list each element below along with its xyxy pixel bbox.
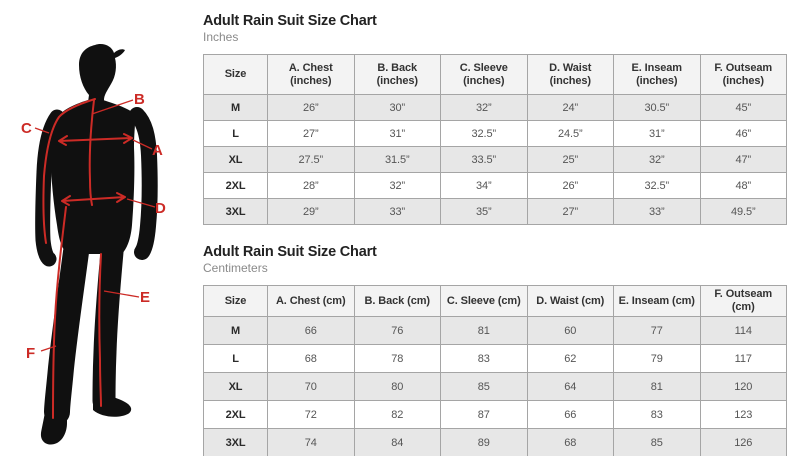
value-cell: 60 [527, 317, 614, 345]
column-header: A. Chest (cm) [268, 286, 355, 317]
value-cell: 126 [700, 429, 787, 456]
value-cell: 89 [441, 429, 528, 456]
column-header: C. Sleeve (cm) [441, 286, 528, 317]
value-cell: 30” [354, 95, 441, 121]
size-chart-content [203, 12, 787, 456]
value-cell: 24.5” [527, 121, 614, 147]
value-cell: 66 [527, 401, 614, 429]
measurement-label-c: C [21, 120, 32, 137]
size-cell: 3XL [204, 199, 268, 225]
table-row [204, 173, 787, 199]
value-cell: 120 [700, 373, 787, 401]
value-cell: 83 [441, 345, 528, 373]
value-cell: 78 [354, 345, 441, 373]
value-cell: 45” [700, 95, 787, 121]
chart-title-inches: Adult Rain Suit Size Chart [203, 13, 377, 29]
value-cell: 64 [527, 373, 614, 401]
value-cell: 29” [268, 199, 355, 225]
figure-head [79, 44, 125, 109]
header-row [204, 286, 787, 317]
size-cell: 2XL [204, 401, 268, 429]
measurement-label-d: D [155, 200, 166, 217]
figure-left-leg [57, 252, 76, 412]
measurement-label-e: E [140, 289, 151, 306]
table-row [204, 345, 787, 373]
value-cell: 32” [441, 95, 528, 121]
value-cell: 72 [268, 401, 355, 429]
size-table-centimeters [203, 285, 787, 456]
value-cell: 68 [268, 345, 355, 373]
table-row [204, 121, 787, 147]
column-header: B. Back (inches) [354, 55, 441, 95]
value-cell: 76 [354, 317, 441, 345]
value-cell: 32” [614, 147, 701, 173]
column-header: D. Waist (cm) [527, 286, 614, 317]
size-cell: XL [204, 373, 268, 401]
table-row [204, 401, 787, 429]
value-cell: 85 [614, 429, 701, 456]
value-cell: 31.5” [354, 147, 441, 173]
value-cell: 27.5” [268, 147, 355, 173]
value-cell: 114 [700, 317, 787, 345]
size-cell: XL [204, 147, 268, 173]
value-cell: 33” [354, 199, 441, 225]
column-header: E. Inseam (cm) [614, 286, 701, 317]
value-cell: 81 [614, 373, 701, 401]
value-cell: 32.5” [441, 121, 528, 147]
value-cell: 27” [527, 199, 614, 225]
column-header: A. Chest (inches) [268, 55, 355, 95]
value-cell: 123 [700, 401, 787, 429]
chart-title-centimeters: Adult Rain Suit Size Chart [203, 244, 377, 260]
value-cell: 26” [268, 95, 355, 121]
size-cell: 2XL [204, 173, 268, 199]
table-row [204, 147, 787, 173]
column-header: E. Inseam (inches) [614, 55, 701, 95]
value-cell: 35” [441, 199, 528, 225]
value-cell: 117 [700, 345, 787, 373]
size-cell: L [204, 345, 268, 373]
value-cell: 30.5” [614, 95, 701, 121]
value-cell: 81 [441, 317, 528, 345]
column-header: Size [204, 286, 268, 317]
figure-right-arm [137, 115, 150, 252]
value-cell: 80 [354, 373, 441, 401]
value-cell: 82 [354, 401, 441, 429]
value-cell: 68 [527, 429, 614, 456]
value-cell: 83 [614, 401, 701, 429]
size-cell: 3XL [204, 429, 268, 456]
column-header: Size [204, 55, 268, 95]
value-cell: 26” [527, 173, 614, 199]
value-cell: 84 [354, 429, 441, 456]
value-cell: 47” [700, 147, 787, 173]
value-cell: 46” [700, 121, 787, 147]
table-row [204, 199, 787, 225]
measurement-label-a: A [152, 142, 163, 159]
value-cell: 34” [441, 173, 528, 199]
value-cell: 48” [700, 173, 787, 199]
measurement-label-f: F [26, 345, 36, 362]
value-cell: 77 [614, 317, 701, 345]
value-cell: 25” [527, 147, 614, 173]
measurement-label-b: B [134, 91, 145, 108]
table-row [204, 429, 787, 456]
table-row [204, 373, 787, 401]
table-row [204, 95, 787, 121]
value-cell: 31” [354, 121, 441, 147]
value-cell: 33” [614, 199, 701, 225]
column-header: F. Outseam (inches) [700, 55, 787, 95]
table-row [204, 317, 787, 345]
column-header: B. Back (cm) [354, 286, 441, 317]
size-cell: L [204, 121, 268, 147]
value-cell: 74 [268, 429, 355, 456]
value-cell: 79 [614, 345, 701, 373]
value-cell: 85 [441, 373, 528, 401]
value-cell: 62 [527, 345, 614, 373]
column-header: D. Waist (inches) [527, 55, 614, 95]
measurement-figure [0, 0, 200, 456]
value-cell: 70 [268, 373, 355, 401]
value-cell: 28” [268, 173, 355, 199]
value-cell: 66 [268, 317, 355, 345]
size-chart-section-inches [203, 12, 787, 225]
value-cell: 31” [614, 121, 701, 147]
column-header: F. Outseam (cm) [700, 286, 787, 317]
value-cell: 33.5” [441, 147, 528, 173]
value-cell: 87 [441, 401, 528, 429]
size-chart-section-centimeters [203, 243, 787, 456]
value-cell: 49.5” [700, 199, 787, 225]
value-cell: 32.5” [614, 173, 701, 199]
value-cell: 27” [268, 121, 355, 147]
value-cell: 24” [527, 95, 614, 121]
figure-right-leg [104, 252, 112, 401]
size-cell: M [204, 95, 268, 121]
header-row [204, 55, 787, 95]
size-cell: M [204, 317, 268, 345]
column-header: C. Sleeve (inches) [441, 55, 528, 95]
chart-subtitle-centimeters: Centimeters [203, 261, 268, 275]
size-table-inches [203, 54, 787, 225]
figure-right-foot [93, 396, 131, 417]
value-cell: 32” [354, 173, 441, 199]
chart-subtitle-inches: Inches [203, 30, 239, 44]
